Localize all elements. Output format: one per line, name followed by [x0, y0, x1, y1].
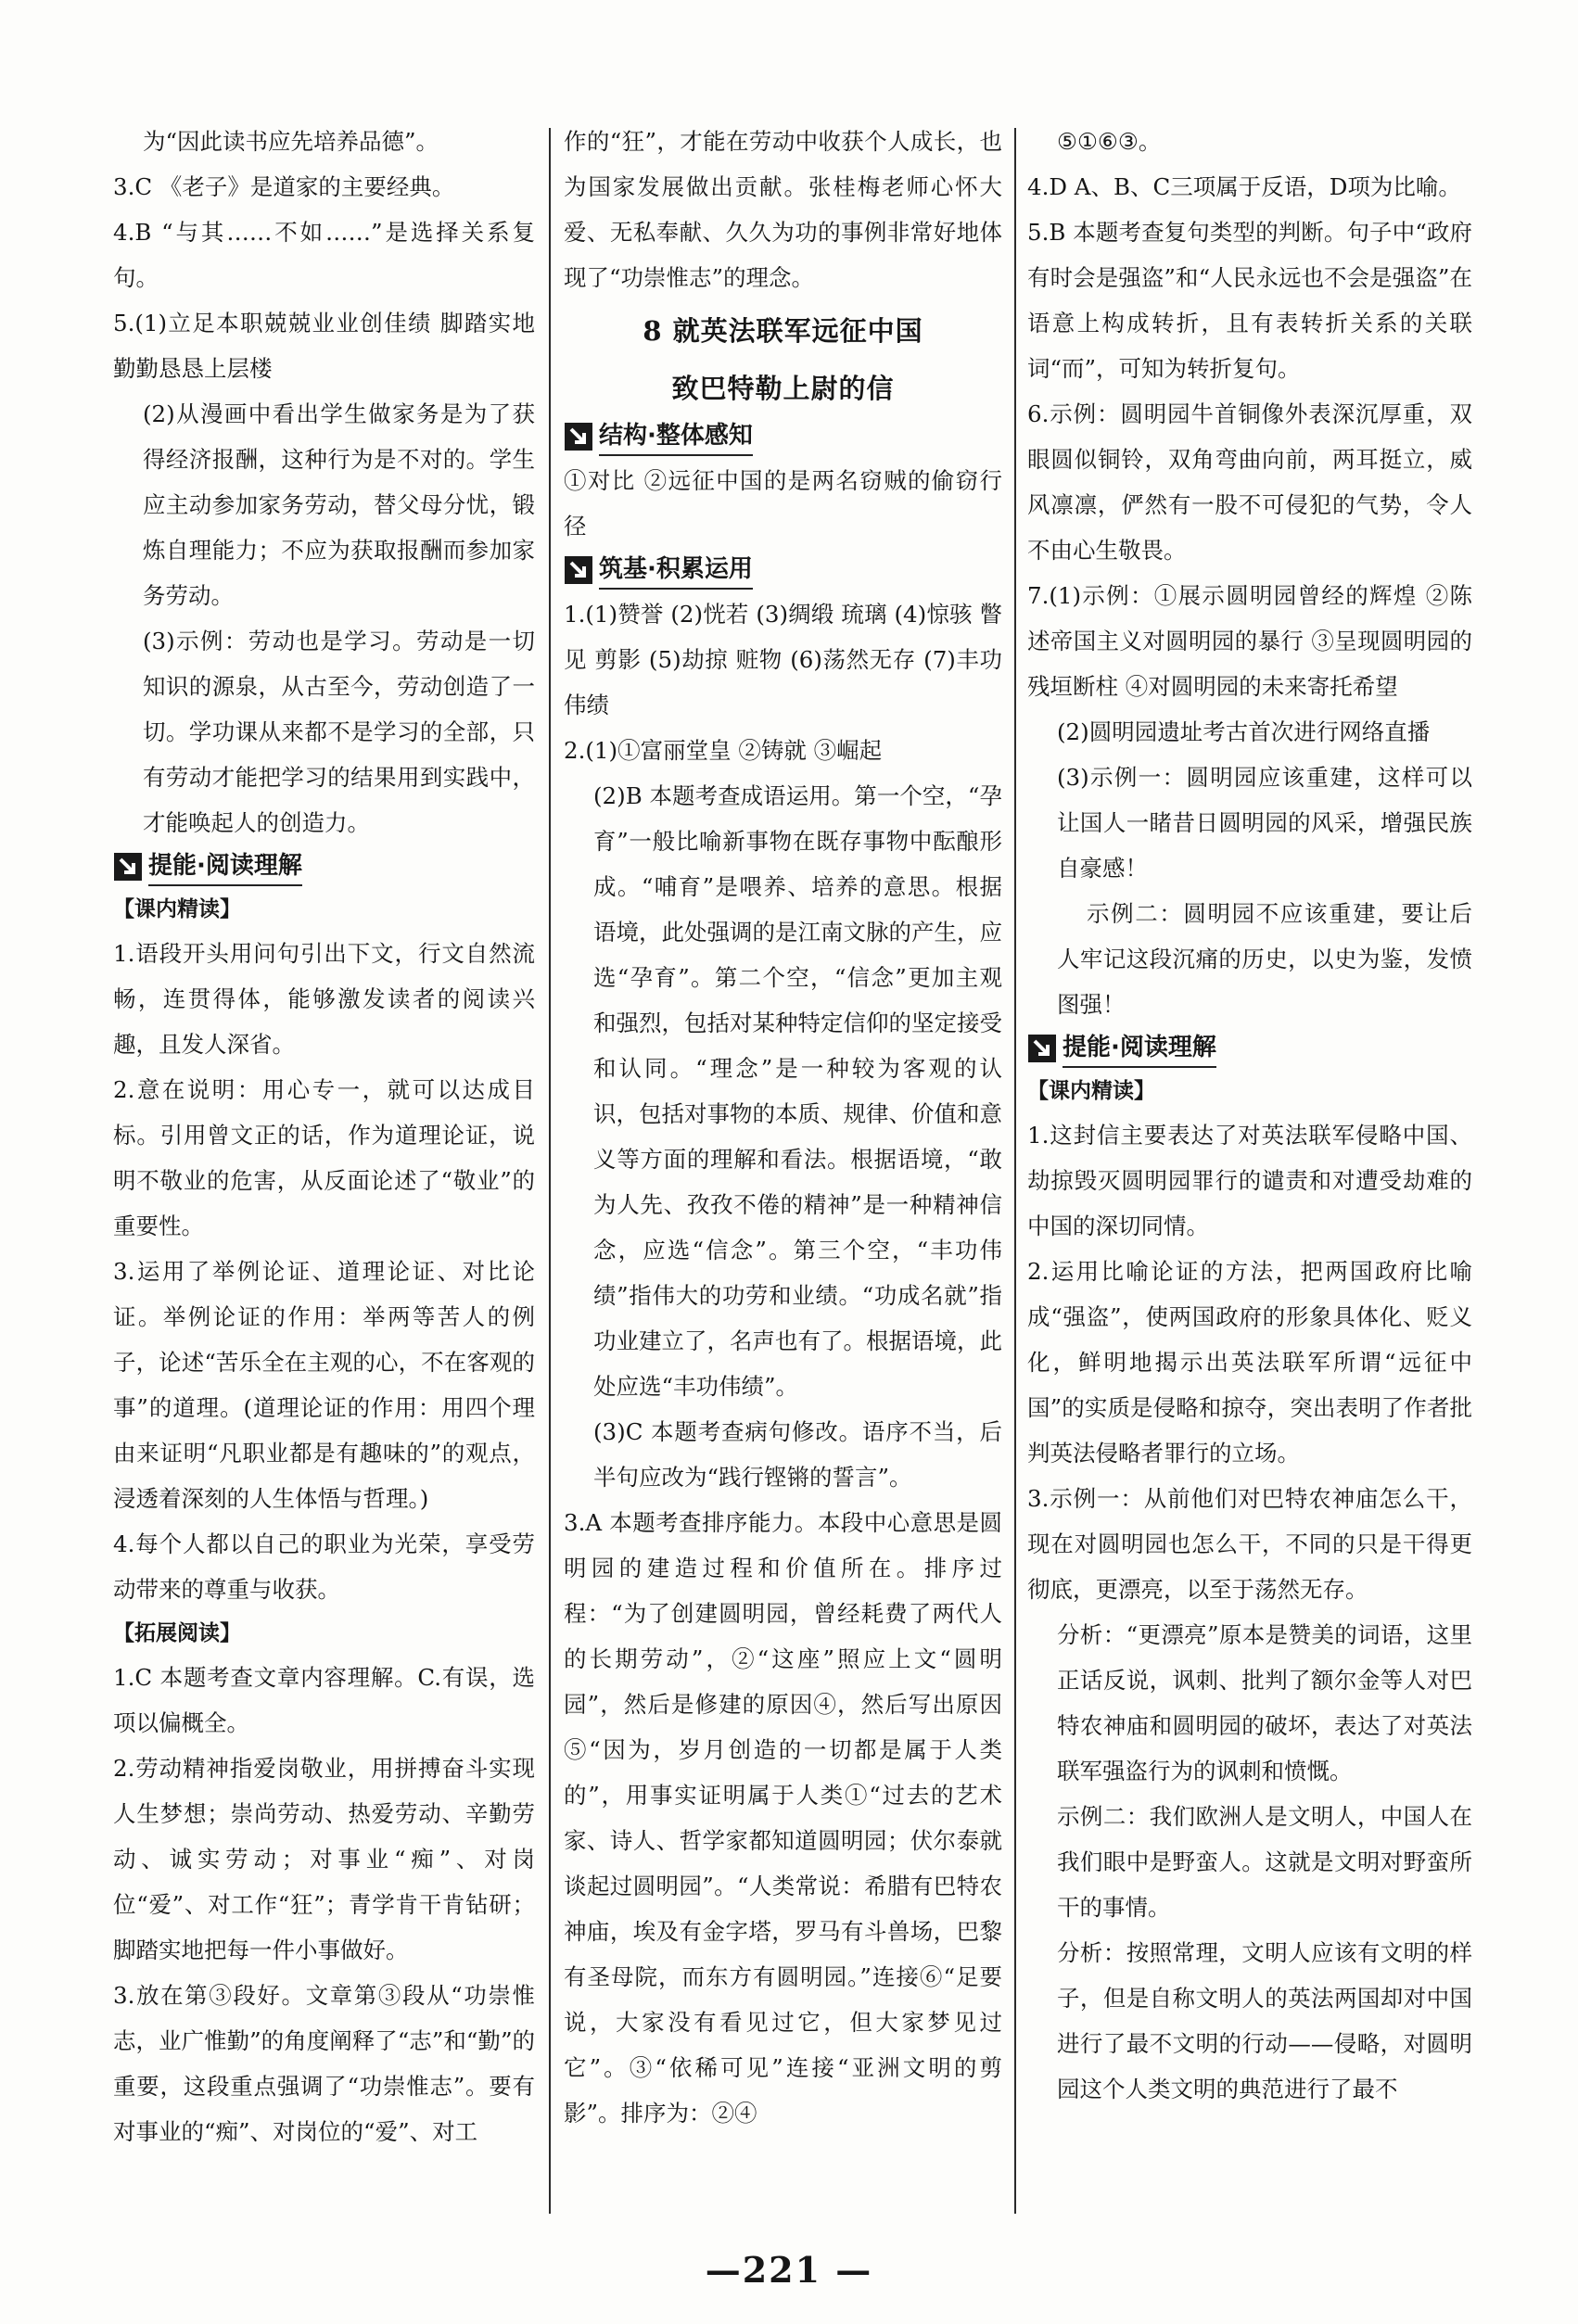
answer-line: (3)示例：劳动也是学习。劳动是一切知识的源泉，从古至今，劳动创造了一切。学功课从来都不是学习的全部，只有劳动才能把学习的结果用到实践中，才能唤起人的创造力。 — [143, 628, 535, 836]
answer-line: 7.(1)示例：①展示圆明园曾经的辉煌 ②陈述帝国主义对圆明园的暴行 ③呈现圆明园的残垣断柱 ④对圆明园的未来寄托希望 — [1027, 582, 1472, 700]
answer-line: (2)圆明园遗址考古首次进行网络直播 — [1057, 718, 1431, 745]
answer-line: 3.示例一：从前他们对巴特农神庙怎么干，现在对圆明园也怎么干，不同的只是干得更彻底，更漂亮，以至于荡然无存。 — [1027, 1485, 1472, 1603]
section-heading-structure: 结构·整体感知 — [564, 417, 1002, 456]
answer-line: 4.B “与其……不如……”是选择关系复句。 — [113, 219, 535, 291]
answer-line: 作的“狂”，才能在劳动中收获个人成长，也为国家发展做出贡献。张桂梅老师心怀大爱、无私奉献、久久为功的事例非常好地体现了“功崇惟志”的理念。 — [564, 128, 1002, 291]
answer-line: 为“因此读书应先培养品德”。 — [143, 128, 439, 155]
section-heading-reading: 提能·阅读理解 — [1027, 1029, 1472, 1068]
answer-line: 4.D A、B、C三项属于反语，D项为比喻。 — [1027, 173, 1461, 200]
answer-line: ①对比 ②远征中国的是两名窃贼的偷窃行径 — [564, 467, 1002, 540]
answer-line: (3)示例一：圆明园应该重建，这样可以让国人一睹昔日圆明园的风采，增强民族自豪感！ — [1057, 764, 1472, 882]
answer-line: 1.这封信主要表达了对英法联军侵略中国、劫掠毁灭圆明园罪行的谴责和对遭受劫难的中国的深切同情。 — [1027, 1122, 1472, 1239]
column-3 — [1027, 119, 1472, 2112]
column-divider-right — [1014, 128, 1016, 2214]
page-number: —221 — — [705, 2249, 873, 2291]
arrow-box-icon — [113, 852, 143, 882]
column-divider-left — [549, 128, 551, 2214]
answer-line: 示例二：我们欧洲人是文明人，中国人在我们眼中是野蛮人。这就是文明对野蛮所干的事情。 — [1057, 1803, 1472, 1921]
column-2 — [564, 119, 1002, 2136]
answer-line: 2.(1)①富丽堂皇 ②铸就 ③崛起 — [564, 737, 883, 764]
section-heading-basics: 筑基·积累运用 — [564, 551, 1002, 590]
subsection-extended: 【拓展阅读】 — [113, 1621, 241, 1645]
answer-line: 3.运用了举例论证、道理论证、对比论证。举例论证的作用：举两等苦人的例子，论述“苦乐全在主观的心，不在客观的事”的道理。(道理论证的作用：用四个理由来证明“凡职业都是有趣味的”的观点，浸透着深刻的人生体悟与哲理。) — [113, 1258, 535, 1512]
subsection-in-class: 【课内精读】 — [1027, 1079, 1155, 1103]
answer-line: 3.A 本题考查排序能力。本段中心意思是圆明园的建造过程和价值所在。排序过程：“为了创建圆明园，曾经耗费了两代人的长期劳动”，②“这座”照应上文“圆明园”，然后是修建的原因④，然后写出原因⑤“因为，岁月创造的一切都是属于人类的”，用事实证明属于人类①“过去的艺术家、诗人、哲学家都知道圆明园；伏尔泰就谈起过圆明园”。“人类常说：希腊有巴特农神庙，埃及有金字塔，罗马有斗兽场，巴黎有圣母院，而东方有圆明园。”连接⑥“足要说，大家没有看见过它，但大家梦见过它”。③“依稀可见”连接“亚洲文明的剪影”。排序为：②④ — [564, 1509, 1002, 2127]
answer-line: 5.B 本题考查复句类型的判断。句子中“政府有时会是强盗”和“人民永远也不会是强盗”在语意上构成转折，且有表转折关系的关联词“而”，可知为转折复句。 — [1027, 219, 1472, 382]
answer-line: ⑤①⑥③。 — [1057, 128, 1162, 155]
lesson-title-line-1: 8 就英法联军远征中国 — [643, 315, 923, 347]
arrow-box-icon — [564, 422, 593, 451]
arrow-box-icon — [1027, 1034, 1057, 1063]
arrow-box-icon — [564, 555, 593, 585]
answer-line: 4.每个人都以自己的职业为光荣，享受劳动带来的尊重与收获。 — [113, 1530, 535, 1603]
answer-line: (3)C 本题考查病句修改。语序不当，后半句应改为“践行铿锵的誓言”。 — [593, 1418, 1002, 1491]
answer-line: 示例二：圆明园不应该重建，要让后人牢记这段沉痛的历史，以史为鉴，发愤图强！ — [1057, 900, 1472, 1018]
answer-line: 2.运用比喻论证的方法，把两国政府比喻成“强盗”，使两国政府的形象具体化、贬义化，鲜明地揭示出英法联军所谓“远征中国”的实质是侵略和掠夺，突出表明了作者批判英法侵略者罪行的立场。 — [1027, 1258, 1472, 1467]
answer-line: 2.意在说明：用心专一，就可以达成目标。引用曾文正的话，作为道理论证，说明不敬业的危害，从反面论述了“敬业”的重要性。 — [113, 1076, 535, 1239]
answer-line: 6.示例：圆明园牛首铜像外表深沉厚重，双眼圆似铜铃，双角弯曲向前，两耳挺立，威风凛凛，俨然有一股不可侵犯的气势，令人不由心生敬畏。 — [1027, 400, 1472, 564]
section-heading-reading: 提能·阅读理解 — [113, 847, 535, 886]
answer-line: 1.语段开头用问句引出下文，行文自然流畅，连贯得体，能够激发读者的阅读兴趣，且发人深省。 — [113, 940, 535, 1058]
subsection-in-class: 【课内精读】 — [113, 897, 241, 921]
answer-line: 3.放在第③段好。文章第③段从“功崇惟志，业广惟勤”的角度阐释了“志”和“勤”的重要，这段重点强调了“功崇惟志”。要有对事业的“痴”、对岗位的“爱”、对工 — [113, 1982, 535, 2145]
answer-line: 分析：按照常理，文明人应该有文明的样子，但是自称文明人的英法两国却对中国进行了最不文明的行动——侵略，对圆明园这个人类文明的典范进行了最不 — [1057, 1939, 1472, 2102]
answer-line: (2)从漫画中看出学生做家务是为了获得经济报酬，这种行为是不对的。学生应主动参加家务劳动，替父母分忧，锻炼自理能力；不应为获取报酬而参加家务劳动。 — [143, 400, 535, 609]
answer-line: 分析：“更漂亮”原本是赞美的词语，这里正话反说，讽刺、批判了额尔金等人对巴特农神庙和圆明园的破坏，表达了对英法联军强盗行为的讽刺和愤慨。 — [1057, 1621, 1472, 1784]
lesson-title-line-2: 致巴特勒上尉的信 — [671, 373, 895, 404]
column-1 — [113, 119, 535, 2154]
answer-line: 1.(1)赞誉 (2)恍若 (3)绸缎 琉璃 (4)惊骇 瞥见 剪影 (5)劫掠 赃物 (6)荡然无存 (7)丰功伟绩 — [564, 601, 1002, 718]
answer-line: 2.劳动精神指爱岗敬业，用拼搏奋斗实现人生梦想；崇尚劳动、热爱劳动、辛勤劳动、诚实劳动；对事业“痴”、对岗位“爱”、对工作“狂”；青学肯干肯钻研；脚踏实地把每一件小事做好。 — [113, 1755, 535, 1963]
answer-line: (2)B 本题考查成语运用。第一个空，“孕育”一般比喻新事物在既存事物中酝酿形成。“哺育”是喂养、培养的意思。根据语境，此处强调的是江南文脉的产生，应选“孕育”。第二个空，“信念”更加主观和强烈，包括对某种特定信仰的坚定接受和认同。“理念”是一种较为客观的认识，包括对事物的本质、规律、价值和意义等方面的理解和看法。根据语境，“敢为人先、孜孜不倦的精神”是一种精神信念，应选“信念”。第三个空，“丰功伟绩”指伟大的功劳和业绩。“功成名就”指功业建立了，名声也有了。根据语境，此处应选“丰功伟绩”。 — [593, 782, 1002, 1400]
answer-line: 1.C 本题考查文章内容理解。C.有误，选项以偏概全。 — [113, 1664, 535, 1736]
answer-line: 5.(1)立足本职兢兢业业创佳绩 脚踏实地勤勤恳恳上层楼 — [113, 310, 535, 382]
answer-line: 3.C 《老子》是道家的主要经典。 — [113, 173, 455, 200]
